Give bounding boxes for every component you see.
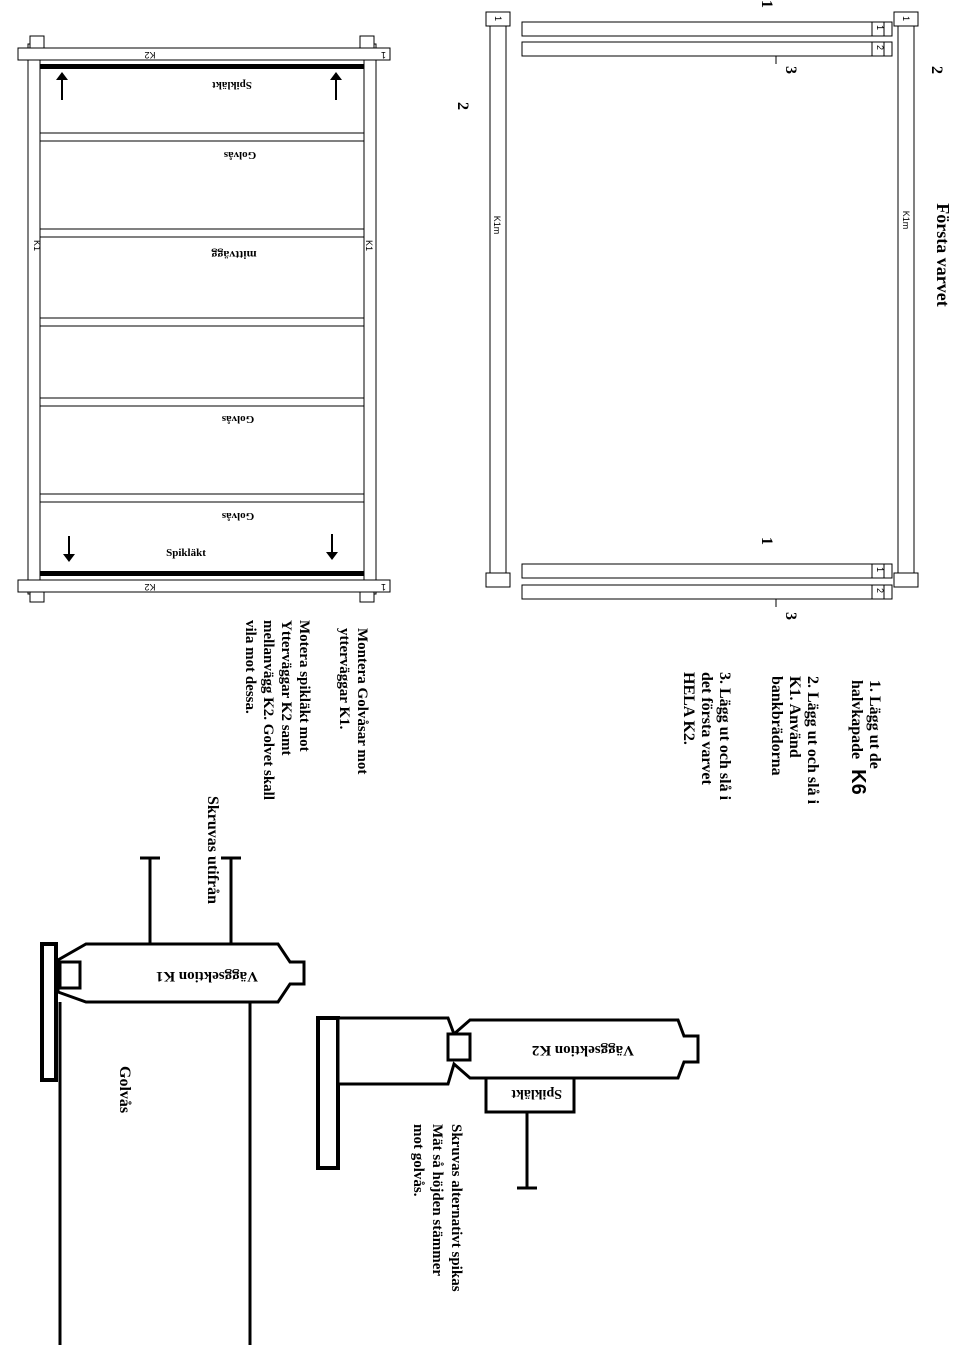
k1-side-label: K1 (364, 240, 374, 252)
wall-k1m-left-bottom-end (486, 573, 510, 587)
first-course-section (454, 0, 953, 805)
k-tag: 1 (493, 16, 503, 22)
wall-k2-bottom (18, 580, 390, 592)
mid-wall (40, 229, 364, 237)
marker-1-top: 1 (758, 0, 775, 8)
floor-plan-section (18, 36, 390, 602)
wall-k1m-right-bottom-end (894, 573, 918, 587)
detail2-line2: Mät så höjden stämmer (429, 1124, 445, 1277)
section-k1-label: Väggsektion K1 (155, 968, 258, 984)
note1-line1: Montera Golvåsar mot (354, 628, 370, 775)
screw-outside-label: Skruvas utifrån (204, 796, 221, 905)
log-groove (448, 1034, 470, 1060)
detail2-line3: mot golvås. (410, 1124, 426, 1197)
note2-line3: mellanvägg K2. Golvet skall (260, 620, 276, 800)
detail-wall-section-k1 (42, 796, 304, 1345)
k1-side-label: K1 (32, 240, 42, 252)
step1-line2 (847, 680, 869, 795)
arrow-up-icon (56, 72, 68, 100)
bottom-wall-k1 (522, 564, 892, 578)
outer-cladding-k2 (318, 1018, 338, 1168)
section-k2-label: Väggsektion K2 (531, 1042, 634, 1058)
k-tag: 1 (875, 25, 885, 31)
k-tag: 2 (875, 588, 885, 594)
floor-plan-notes (242, 620, 370, 800)
note2-line4: vila mot dessa. (242, 620, 258, 714)
note2-line1: Motera spikläkt mot (296, 620, 312, 752)
wall-k2-top-label: K2 (144, 50, 156, 60)
floor-beam (40, 398, 364, 406)
arrow-down-icon (63, 536, 75, 562)
floor-beam-label: Golvås (116, 1066, 133, 1114)
log-profile-k2 (338, 1018, 698, 1084)
step2-line2: K1. Använd (786, 676, 803, 758)
marker-3-top: 3 (782, 66, 799, 74)
k-tag: 1 (380, 582, 386, 592)
marker-1-bottom: 1 (758, 537, 775, 545)
bottom-wall-k2 (522, 585, 892, 599)
wall-k1m-right-label: K1m (901, 210, 911, 230)
log-tongue (60, 962, 80, 988)
k-tag: 1 (380, 50, 386, 60)
step2-line1: 2. Lägg ut och slå i (804, 676, 821, 805)
step3-line3: HELA K2. (680, 672, 697, 745)
label-golvas-2: Golvås (221, 413, 255, 425)
label-golvas-3: Golvås (221, 510, 255, 522)
marker-2-right: 2 (928, 66, 945, 74)
label-golvas-1: Golvås (223, 149, 257, 161)
marker-3-bottom: 3 (782, 612, 799, 620)
k-tag: 1 (901, 16, 911, 22)
batten-top (40, 64, 364, 69)
outer-wall-k1-right (364, 44, 376, 594)
arrow-up-icon (330, 72, 342, 100)
instruction-steps (680, 672, 883, 805)
end-tab (360, 36, 374, 48)
floor-beam (40, 494, 364, 502)
outer-wall-k1-left (28, 44, 40, 594)
top-wall-k2 (522, 42, 892, 56)
step1-line2-prefix: halvkapade (848, 680, 865, 760)
label-spiklakt-bottom: Spikläkt (166, 547, 206, 559)
marker-2-left: 2 (454, 102, 471, 110)
step3-line1: 3. Lägg ut och slå i (716, 672, 733, 801)
note1-line2: ytterväggar K1. (336, 628, 352, 730)
detail-wall-section-k2 (318, 1018, 698, 1292)
floor-beam (40, 318, 364, 326)
end-tab (30, 36, 44, 48)
step2-line3: bankbrädorna (768, 676, 785, 776)
k-tag: 1 (875, 567, 885, 573)
label-spiklakt-top: Spikläkt (212, 79, 252, 91)
k-tag: 2 (875, 45, 885, 51)
wall-k1m-left-label: K1m (492, 215, 502, 235)
arrow-down-icon (326, 534, 338, 560)
note2-line2: Ytterväggar K2 samt (278, 620, 294, 756)
step1-code: K6 (847, 769, 869, 795)
step1-line1: 1. Lägg ut de (866, 680, 883, 769)
top-wall-k1 (522, 22, 892, 36)
wall-k1m-left (490, 20, 506, 580)
floor-beam (40, 133, 364, 141)
detail2-line1: Skruvas alternativt spikas (448, 1124, 464, 1292)
wall-k2-bottom-label: K2 (144, 582, 156, 592)
wall-k2-top (18, 48, 390, 60)
batten-label: Spikläkt (511, 1086, 562, 1101)
step3-line2: det första varvet (698, 672, 715, 785)
outer-cladding (42, 944, 56, 1080)
section-title: Första varvet (933, 203, 953, 307)
wall-k1m-right (898, 20, 914, 580)
batten-bottom (40, 571, 364, 576)
label-mittvagg: mittvägg (211, 248, 257, 262)
